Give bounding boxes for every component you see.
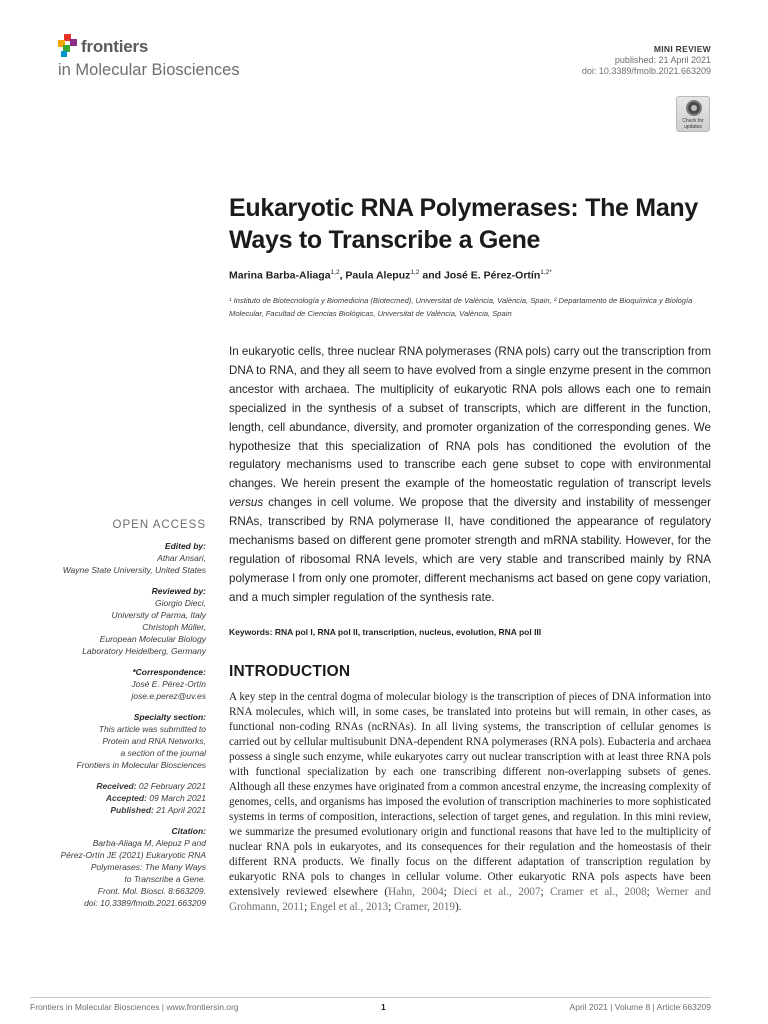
accepted-date: Accepted: 09 March 2021 [105, 793, 206, 803]
author-affil-marker: 1,2 [330, 269, 340, 276]
published-date: published: 21 April 2021 [614, 55, 711, 65]
footer-issue: April 2021 | Volume 8 | Article 663209 [569, 1002, 711, 1012]
journal-name: in Molecular Biosciences [58, 61, 240, 79]
reference-link[interactable]: Engel et al., 2013 [309, 901, 389, 913]
abstract-italic: versus [229, 496, 264, 510]
edited-by-label: Edited by: [164, 541, 206, 551]
footer-divider [30, 997, 711, 998]
article-sidebar [30, 519, 206, 909]
introduction-text [229, 690, 711, 915]
specialty-line: Frontiers in Molecular Biosciences [76, 760, 206, 770]
reviewer-line: University of Parma, Italy [111, 610, 206, 620]
specialty-section-label: Specialty section: [133, 712, 206, 722]
specialty-line: Protein and RNA Networks, [102, 736, 206, 746]
open-access-label: OPEN ACCESS [112, 519, 206, 531]
ref-separator: ; [443, 886, 454, 898]
reviewer-line: Giorgio Dieci, [154, 598, 206, 608]
citation-label: Citation: [171, 826, 206, 836]
frontiers-logo-icon [58, 34, 80, 58]
abstract [229, 343, 711, 608]
citation-line: Barba-Aliaga M, Alepuz P and [92, 838, 206, 848]
author-affil-marker: 1,2 [540, 269, 550, 276]
citation-line: to Transcribe a Gene. [124, 874, 206, 884]
received-date: Received: 02 February 2021 [96, 781, 206, 791]
reference-link[interactable]: Cramer et al., 2008 [550, 886, 647, 898]
intro-end: ). [454, 901, 462, 913]
ref-separator: ; [540, 886, 551, 898]
editor-line: Wayne State University, United States [62, 565, 206, 575]
ref-separator: ; [646, 886, 656, 898]
logo-square-green [63, 45, 70, 52]
author-separator: , [339, 269, 346, 282]
abstract-text: In eukaryotic cells, three nuclear RNA polymerases (RNA pols) carry out the transcription from DNA to RNA, and they all seem to have evolved from a single enzyme present in the common ancestor with archaea. The multiplicity of eukaryotic RNA pols allows each one to remain specialized in the synthesis of a subset of transcripts, which are different in the function, length, cell abundance, diversity, and promoter organization of the corresponding genes. We hypothesize that this specialization of RNA pols has conditioned the evolution of the regulatory mechanisms used to transcribe each gene subset to cope with environmental changes. We herein present the example of the homeostatic regulation of transcript levels [229, 345, 711, 491]
author-name[interactable]: Paula Alepuz [345, 269, 411, 282]
check-updates-label: Check for updates [682, 118, 704, 130]
reviewer-line: Laboratory Heidelberg, Germany [82, 646, 206, 656]
reviewer-line: Christoph Müller, [142, 622, 206, 632]
footer-journal[interactable]: Frontiers in Molecular Biosciences | www.frontiersin.org [30, 1002, 239, 1012]
abstract-text: changes in cell volume. We propose that the diversity and instability of messenger RNAs, transcribed by RNA polymerase II, have conditioned the appearance of regulatory mechanisms based on different gene promoter strength and mRNA stability. However, for the regulation of ribosomal RNA levels, which are very stable and transcribed mainly by RNA polymerase I from only one promoter, different mechanisms act based on gene copy variation, and a much simpler regulation of the synthesis rate. [229, 496, 711, 604]
article-type: MINI REVIEW [653, 44, 711, 54]
logo-square-blue [61, 51, 67, 57]
intro-body: A key step in the central dogma of molecular biology is the transcription of pieces of DNA information into RNA molecules, which will, in some cases, be translated into proteins but will remain, in other cases, as functional non-coding RNAs (ncRNAs). In all living systems, the transcription of cellular genomes is carried out by cellular multisubunit DNA-dependent RNA polymerases (RNA pols). Eubacteria and archaea possess a single such enzyme, while eukaryotes carry out nuclear transcription with at least three RNA pols with functional specialization by each one transcribing different non-overlapping subsets of genes. Although all these enzymes have originated from a common ancestral enzyme, the increasing complexity of genomes, cells, and organisms has imposed the evolution of transcription machineries to more sophisticated systems in terms of composition, interactions, selection of target genes, and regulation. In this mini review, we summarize the presumed evolutionary origin and functional reasons that have led to the multiplicity of nuclear RNA pols in eukaryotes, and its consequences for their regulation and the homeostasis of their different RNA products. We finally focus on the different adaptation of transcription regulation by eukaryotic RNA pols to changes in cellular volume. Other eukaryotic RNA pols aspects have been extensively reviewed elsewhere ( [229, 691, 711, 898]
citation-line: Pérez-Ortín JE (2021) Eukaryotic RNA [60, 850, 206, 860]
reference-link[interactable]: Dieci et al., 2007 [453, 886, 541, 898]
corresponding-marker: * [549, 269, 552, 276]
article-doi[interactable]: doi: 10.3389/fmolb.2021.663209 [581, 66, 711, 76]
specialty-line: This article was submitted to [98, 724, 206, 734]
keywords: Keywords: RNA pol I, RNA pol II, transcription, nucleus, evolution, RNA pol III [229, 627, 542, 637]
logo-square-purple [70, 39, 77, 46]
ref-separator: ; [388, 901, 395, 913]
specialty-line: a section of the journal [120, 748, 206, 758]
correspondence-email[interactable]: jose.e.perez@uv.es [131, 691, 206, 701]
reference-link[interactable]: Hahn, 2004 [388, 886, 444, 898]
check-updates-badge[interactable] [676, 96, 710, 132]
affiliations: ¹ Instituto de Biotecnología y Biomedicina (Biotecmed), Universitat de València, València, Spain, ² Departamento de Bioquímica y Biología Molecular, Facultad de Ciencias Biológicas, Universitat de València, València, Spain [229, 296, 693, 318]
page-number: 1 [381, 1002, 386, 1012]
author-affil-marker: 1,2 [410, 269, 420, 276]
reference-link[interactable]: Werner and Grohmann, 2011 [229, 886, 712, 913]
reviewer-line: European Molecular Biology [99, 634, 206, 644]
author-separator: and [419, 269, 444, 282]
crossmark-icon [686, 100, 702, 116]
correspondence-label: *Correspondence: [132, 667, 206, 677]
citation-line: Polymerases: The Many Ways [90, 862, 206, 872]
frontiers-logo[interactable] [58, 34, 288, 84]
citation-line: Front. Mol. Biosci. 8:663209. [97, 886, 206, 896]
correspondence-name: José E. Pérez-Ortín [131, 679, 206, 689]
citation-doi[interactable]: doi: 10.3389/fmolb.2021.663209 [84, 898, 206, 908]
article-title: Eukaryotic RNA Polymerases: The Many Ways to Transcribe a Gene [229, 194, 698, 254]
brand-name: frontiers [81, 37, 149, 56]
author-name[interactable]: José E. Pérez-Ortín [443, 269, 541, 282]
reviewed-by-label: Reviewed by: [151, 586, 206, 596]
author-name[interactable]: Marina Barba-Aliaga [229, 269, 331, 282]
article-meta [582, 44, 711, 77]
ref-separator: ; [304, 901, 310, 913]
author-list [229, 269, 552, 282]
reference-link[interactable]: Cramer, 2019 [394, 901, 455, 913]
section-heading-introduction: INTRODUCTION [229, 663, 351, 680]
published-date-sidebar: Published: 21 April 2021 [110, 805, 206, 815]
logo-square-red [64, 34, 71, 41]
editor-line: Athar Ansari, [157, 553, 206, 563]
